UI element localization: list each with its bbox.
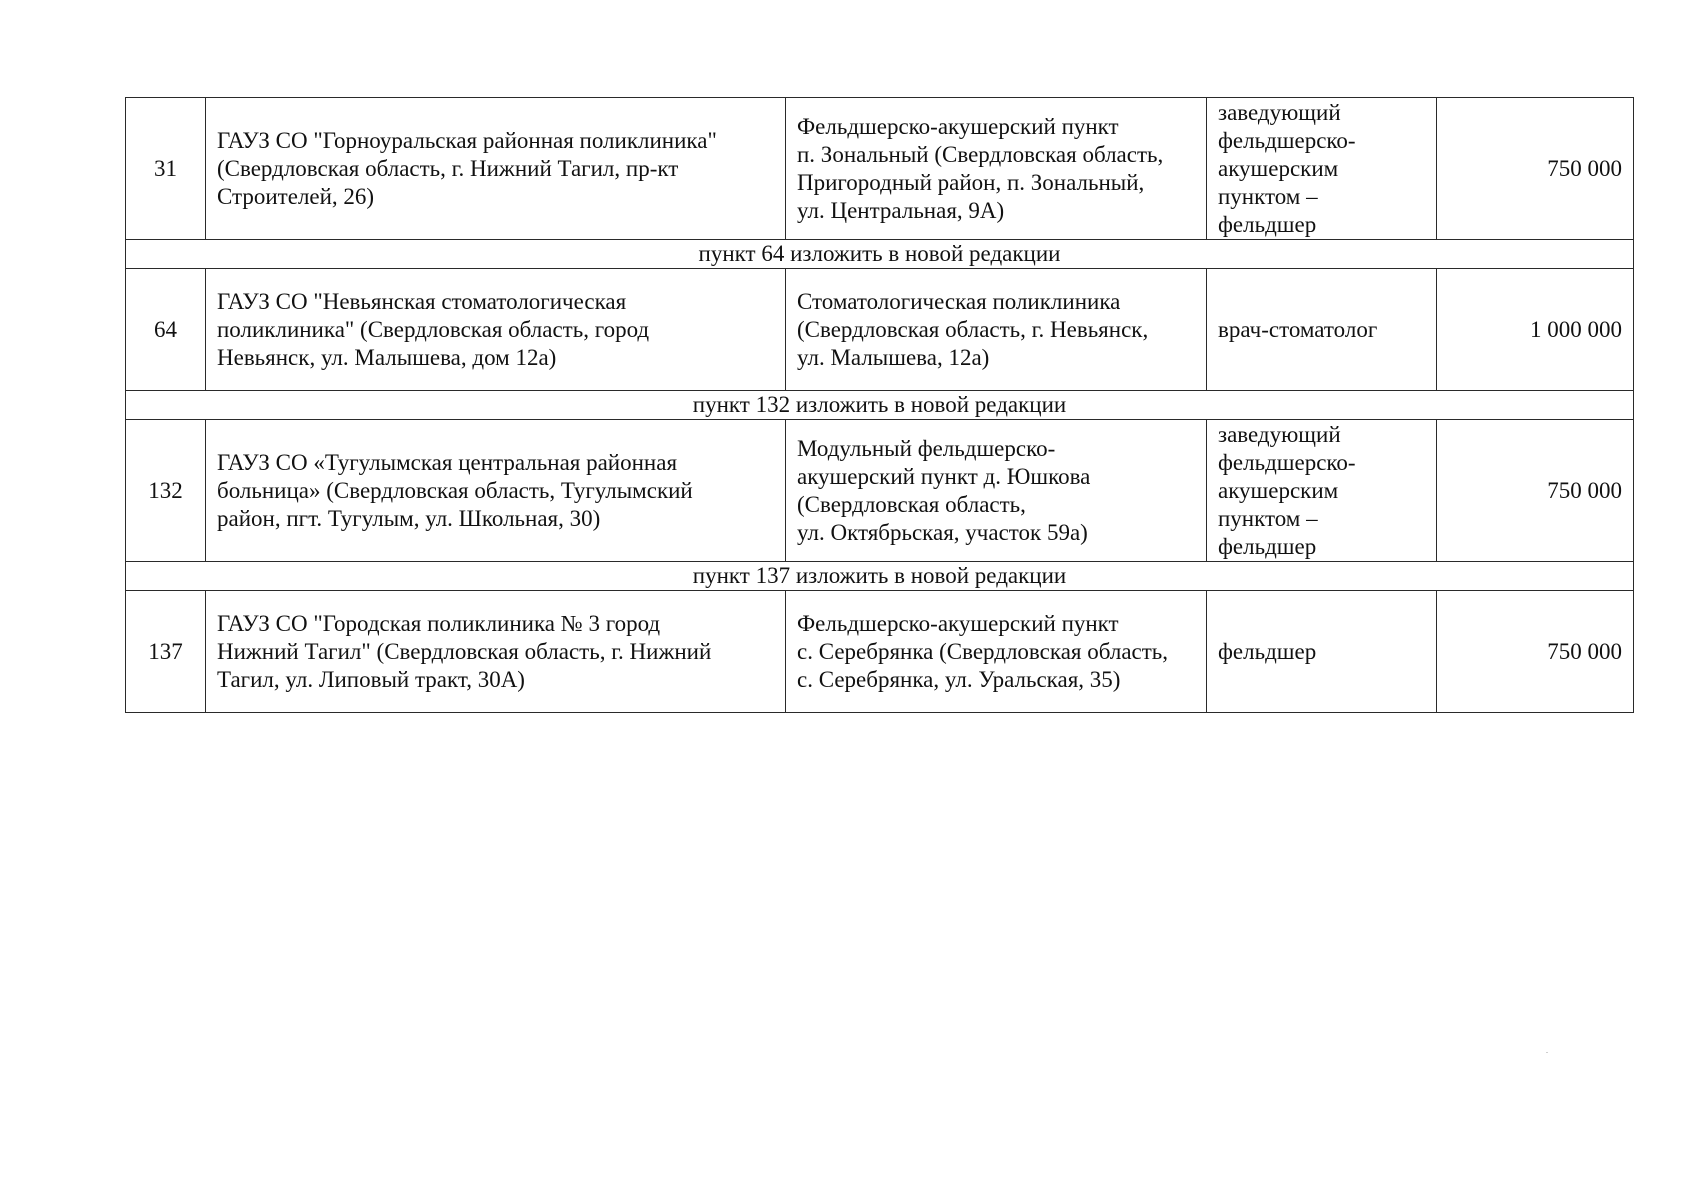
facility-cell: Стоматологическая поликлиника (Свердловская область, г. Невьянск, ул. Малышева, 12а)	[786, 269, 1207, 391]
table-row	[126, 420, 1634, 562]
row-number: 137	[126, 591, 206, 713]
amount-cell: 750 000	[1437, 420, 1634, 562]
table-row	[126, 591, 1634, 713]
organization-cell: ГАУЗ СО "Невьянская стоматологическая поликлиника" (Свердловская область, город Невьянск, ул. Малышева, дом 12а)	[206, 269, 786, 391]
facility-cell: Модульный фельдшерско- акушерский пункт д. Юшкова (Свердловская область, ул. Октябрьская, участок 59а)	[786, 420, 1207, 562]
section-note: пункт 137 изложить в новой редакции	[126, 562, 1634, 591]
organization-cell: ГАУЗ СО "Городская поликлиника № 3 город Нижний Тагил" (Свердловская область, г. Нижний Тагил, ул. Липовый тракт, 30А)	[206, 591, 786, 713]
section-note-row	[126, 240, 1634, 269]
section-note: пункт 132 изложить в новой редакции	[126, 391, 1634, 420]
section-note-row	[126, 562, 1634, 591]
facility-cell: Фельдшерско-акушерский пункт п. Зональный (Свердловская область, Пригородный район, п. Зональный, ул. Центральная, 9А)	[786, 98, 1207, 240]
organization-cell: ГАУЗ СО "Горноуральская районная поликлиника" (Свердловская область, г. Нижний Тагил, пр-кт Строителей, 26)	[206, 98, 786, 240]
position-cell: врач-стоматолог	[1207, 269, 1437, 391]
position-cell: фельдшер	[1207, 591, 1437, 713]
facility-cell: Фельдшерско-акушерский пункт с. Серебрянка (Свердловская область, с. Серебрянка, ул. Уральская, 35)	[786, 591, 1207, 713]
amount-cell: 750 000	[1437, 98, 1634, 240]
table-row	[126, 269, 1634, 391]
row-number: 64	[126, 269, 206, 391]
row-number: 132	[126, 420, 206, 562]
amendments-table	[125, 97, 1634, 713]
section-note: пункт 64 изложить в новой редакции	[126, 240, 1634, 269]
scan-speck	[1546, 1052, 1548, 1053]
section-note-row	[126, 391, 1634, 420]
position-cell: заведующий фельдшерско- акушерским пунктом – фельдшер	[1207, 98, 1437, 240]
amount-cell: 750 000	[1437, 591, 1634, 713]
amount-cell: 1 000 000	[1437, 269, 1634, 391]
row-number: 31	[126, 98, 206, 240]
table-row	[126, 98, 1634, 240]
organization-cell: ГАУЗ СО «Тугулымская центральная районная больница» (Свердловская область, Тугулымский район, пгт. Тугулым, ул. Школьная, 30)	[206, 420, 786, 562]
position-cell: заведующий фельдшерско- акушерским пунктом – фельдшер	[1207, 420, 1437, 562]
